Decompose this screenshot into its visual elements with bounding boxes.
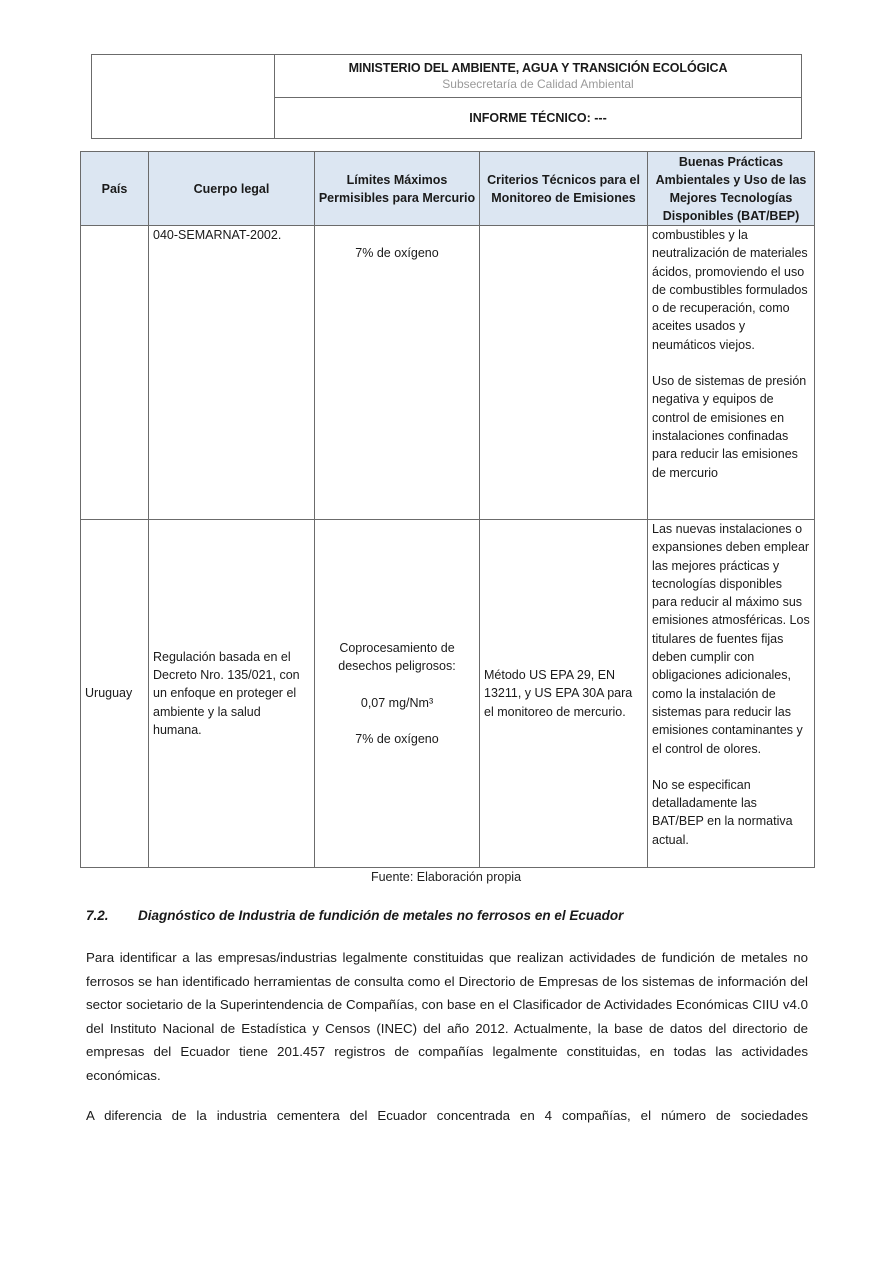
section-number: 7.2. <box>86 908 109 923</box>
mercury-regulations-table <box>80 151 815 868</box>
table-header-row <box>81 152 815 226</box>
cell-country: Uruguay <box>81 520 149 868</box>
cell-criteria: Método US EPA 29, EN 13211, y US EPA 30A para el monitoreo de mercurio. <box>480 520 648 868</box>
table-row <box>81 520 815 868</box>
header-report-block <box>275 98 801 138</box>
bat-bep-paragraph: No se especifican detalladamente las BAT/BEP en la normativa actual. <box>652 777 793 847</box>
bat-bep-paragraph: Las nuevas instalaciones o expansiones deben emplear las mejores prácticas y tecnologías disponibles para reducir al máximo sus emisiones atmosféricas. Los titulares de fuentes fijas deben cumplir con obligaciones adicionales, como la instalación de sistemas para reducir las emisiones contaminantes y el control de olores. <box>652 522 810 756</box>
subsecretariat-name: Subsecretaría de Calidad Ambiental <box>442 77 634 91</box>
header-ministry-block <box>275 55 801 98</box>
cell-bat-bep <box>648 226 815 520</box>
limit-line: 7% de oxígeno <box>355 246 439 260</box>
limit-line: Coprocesamiento de desechos peligrosos: <box>338 640 456 674</box>
header-bat-bep: Buenas Prácticas Ambientales y Uso de las Mejores Tecnologías Disponibles (BAT/BEP) <box>648 152 815 226</box>
ministry-name: MINISTERIO DEL AMBIENTE, AGUA Y TRANSICIÓN ECOLÓGICA <box>348 61 728 75</box>
bat-bep-paragraph: Uso de sistemas de presión negativa y equipos de control de emisiones en instalaciones confinadas para reducir las emisiones de mercurio <box>652 374 807 480</box>
limit-line: 7% de oxígeno <box>355 731 439 746</box>
limit-line: 0,07 mg/Nm³ <box>360 695 434 710</box>
section-title: Diagnóstico de Industria de fundición de metales no ferrosos en el Ecuador <box>138 908 624 923</box>
report-label: INFORME TÉCNICO: --- <box>469 111 607 125</box>
header-country: País <box>81 152 149 226</box>
table-row <box>81 226 815 520</box>
bat-bep-paragraph: combustibles y la neutralización de materiales ácidos, promoviendo el uso de combustibles formulados o de recuperación, como aceites usados y neumáticos viejos. <box>652 228 808 352</box>
table-caption: Fuente: Elaboración propia <box>370 870 522 884</box>
document-header <box>91 54 802 139</box>
cell-criteria <box>480 226 648 520</box>
body-paragraph: A diferencia de la industria cementera del Ecuador concentrada en 4 compañías, el número de sociedades <box>86 1108 808 1123</box>
logo-cell <box>92 55 275 138</box>
cell-limits <box>315 520 480 868</box>
cell-limits <box>315 226 480 520</box>
cell-legal-body: 040-SEMARNAT-2002. <box>149 226 315 520</box>
header-info <box>275 55 801 138</box>
header-criteria: Criterios Técnicos para el Monitoreo de Emisiones <box>480 152 648 226</box>
cell-country <box>81 226 149 520</box>
cell-bat-bep <box>648 520 815 868</box>
cell-legal-body: Regulación basada en el Decreto Nro. 135/021, con un enfoque en proteger el ambiente y la salud humana. <box>149 520 315 868</box>
header-limits: Límites Máximos Permisibles para Mercurio <box>315 152 480 226</box>
body-paragraph: Para identificar a las empresas/industrias legalmente constituidas que realizan actividades de fundición de metales no ferrosos se han identificado herramientas de consulta como el Directorio de Empresas de los sistemas de información del sector societario de la Superintendencia de Compañías, con base en el Clasificador de Actividades Económicas CIIU v4.0 del Instituto Nacional de Estadística y Censos (INEC) del año 2012. Actualmente, la base de datos del directorio de empresas del Ecuador tiene 201.457 registros de compañías legalmente constituidas, en todas las actividades económicas. <box>86 950 808 1083</box>
section-heading <box>86 908 623 923</box>
header-legal-body: Cuerpo legal <box>149 152 315 226</box>
